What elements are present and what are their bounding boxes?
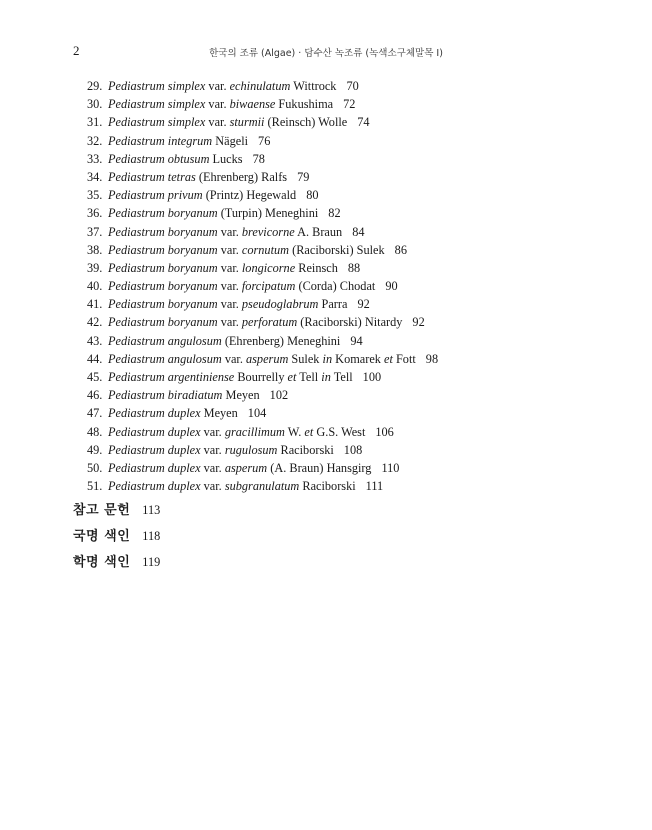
taxon-name-italic: et (304, 424, 314, 439)
section-title: 참고 문헌 (73, 503, 131, 518)
toc-entry (87, 95, 438, 113)
section-page-number: 119 (142, 555, 161, 569)
taxon-name-italic: Pediastrum simplex (108, 115, 206, 130)
taxon-name-italic: Pediastrum tetras (108, 169, 196, 184)
entry-title (108, 243, 385, 257)
section-title: 국명 색인 (73, 529, 131, 544)
entry-text: Bourrelly (234, 370, 288, 384)
entry-page-number: 79 (297, 169, 310, 184)
entry-title (108, 370, 353, 384)
section-title: 학명 색인 (73, 555, 131, 570)
entry-number: 35. (87, 188, 103, 203)
entry-number: 30. (87, 97, 103, 112)
entry-text: var. (205, 115, 230, 130)
entry-title (108, 388, 260, 402)
entry-text: Tell (296, 370, 322, 384)
taxon-name-italic: subgranulatum (224, 479, 300, 494)
entry-number: 51. (87, 479, 103, 494)
taxon-name-italic: biwaense (229, 97, 276, 112)
taxon-name-italic: Pediastrum boryanum (108, 279, 218, 294)
entry-text: Wittrock (290, 79, 337, 93)
taxon-name-italic: Pediastrum duplex (108, 442, 201, 457)
entry-number: 38. (87, 242, 103, 257)
taxon-name-italic: Pediastrum angulosum (108, 333, 222, 348)
taxon-name-italic: Pediastrum duplex (108, 460, 201, 475)
entry-page-number: 82 (328, 206, 341, 221)
entry-number: 33. (87, 151, 103, 166)
taxon-name-italic: Pediastrum simplex (108, 97, 206, 112)
taxon-name-italic: Pediastrum argentiniense (108, 370, 235, 384)
taxon-name-italic: sturmii (229, 115, 265, 130)
taxon-name-italic: Pediastrum boryanum (108, 224, 218, 239)
toc-entry (87, 423, 438, 441)
entry-number: 45. (87, 370, 103, 384)
toc-entry (87, 313, 438, 331)
toc-entry (87, 241, 438, 259)
entry-text: Raciborski (277, 442, 334, 457)
taxon-name-italic: longicorne (241, 260, 296, 275)
taxon-name-italic: Pediastrum boryanum (108, 260, 218, 275)
entry-text: Fott (392, 351, 416, 366)
entry-text: var. (200, 442, 225, 457)
taxon-name-italic: Pediastrum obtusum (108, 151, 210, 166)
entry-number: 37. (87, 224, 103, 239)
entry-title (108, 134, 248, 148)
taxon-name-italic: Pediastrum boryanum (108, 315, 218, 330)
entry-page-number: 98 (425, 351, 439, 366)
entry-page-number: 100 (362, 370, 382, 384)
entry-number: 32. (87, 133, 103, 148)
entry-text: Fukushima (275, 97, 334, 112)
entry-number: 39. (87, 260, 103, 275)
taxon-name-italic: Pediastrum boryanum (108, 242, 218, 257)
taxon-name-italic: cornutum (241, 242, 290, 257)
entry-title (108, 115, 347, 129)
entry-text: (Reinsch) Wolle (264, 115, 348, 130)
entry-text: var. (205, 79, 230, 93)
entry-title (108, 297, 347, 311)
entry-page-number: 86 (394, 242, 407, 257)
taxon-name-italic: Pediastrum angulosum (108, 351, 222, 366)
entry-number: 50. (87, 460, 103, 475)
entry-text: A. Braun (294, 224, 343, 239)
entry-title (108, 334, 340, 348)
entry-title (108, 443, 334, 457)
entry-title (108, 279, 375, 293)
entry-title (108, 225, 342, 239)
entry-title (108, 425, 365, 439)
entry-text: var. (217, 260, 242, 275)
entry-text: Reinsch (295, 260, 338, 275)
entry-title (108, 188, 296, 202)
entry-text: Lucks (209, 151, 243, 166)
entry-number: 41. (87, 297, 103, 312)
toc-section-list (73, 500, 160, 578)
toc-entry (87, 277, 438, 295)
entry-text: var. (221, 351, 246, 366)
entry-page-number: 108 (343, 442, 363, 457)
entry-page-number: 90 (385, 279, 398, 294)
entry-text: Raciborski (299, 479, 356, 494)
entry-text: (Corda) Chodat (295, 279, 376, 294)
entry-text: (Turpin) Meneghini (217, 206, 319, 221)
entry-text: var. (200, 460, 225, 475)
entry-text: var. (217, 279, 242, 294)
entry-text: (A. Braun) Hansgirg (267, 460, 372, 475)
taxon-name-italic: Pediastrum simplex (108, 79, 206, 93)
taxon-name-italic: gracillimum (224, 424, 285, 439)
entry-text: var. (217, 224, 242, 239)
entry-title (108, 315, 402, 329)
entry-page-number: 74 (357, 115, 370, 130)
entry-title (108, 152, 243, 166)
taxon-name-italic: Pediastrum privum (108, 188, 203, 203)
entry-text: Nägeli (212, 133, 249, 148)
entry-text: Sulek (288, 351, 323, 366)
entry-text: Meyen (222, 388, 260, 403)
entry-number: 40. (87, 279, 103, 294)
entry-text: var. (217, 242, 242, 257)
entry-title (108, 461, 371, 475)
entry-page-number: 80 (306, 188, 319, 203)
taxon-name-italic: et (384, 351, 393, 366)
taxon-name-italic: Pediastrum duplex (108, 479, 201, 494)
entry-text: Komarek (332, 351, 385, 366)
toc-section (73, 526, 160, 552)
toc-section (73, 500, 160, 526)
entry-number: 31. (87, 115, 103, 130)
toc-entry (87, 404, 438, 422)
entry-page-number: 84 (352, 224, 365, 239)
entry-page-number: 102 (269, 388, 289, 403)
entry-number: 43. (87, 333, 103, 348)
entry-number: 44. (87, 351, 103, 366)
entry-text: Tell (330, 370, 353, 384)
entry-text: Meyen (200, 406, 238, 421)
entry-number: 29. (87, 79, 103, 93)
entry-text: G.S. West (313, 424, 366, 439)
toc-entry (87, 368, 438, 386)
toc-entry-list (87, 77, 438, 495)
entry-number: 49. (87, 442, 103, 457)
taxon-name-italic: Pediastrum biradiatum (108, 388, 223, 403)
taxon-name-italic: asperum (246, 351, 289, 366)
entry-title (108, 97, 333, 111)
taxon-name-italic: echinulatum (229, 79, 291, 93)
entry-page-number: 110 (381, 460, 400, 475)
entry-title (108, 206, 318, 220)
page-number: 2 (73, 43, 80, 58)
taxon-name-italic: perforatum (241, 315, 298, 330)
entry-text: (Ehrenberg) Ralfs (195, 169, 288, 184)
entry-text: var. (200, 479, 225, 494)
entry-title (108, 79, 336, 93)
entry-page-number: 106 (375, 424, 394, 439)
taxon-name-italic: Pediastrum boryanum (108, 206, 218, 221)
taxon-name-italic: Pediastrum duplex (108, 406, 201, 421)
toc-entry (87, 132, 438, 150)
entry-text: var. (217, 297, 242, 312)
toc-entry (87, 332, 438, 350)
running-header: 한국의 조류 (Algae) · 담수산 녹조류 (녹색소구체말목 I) (209, 48, 443, 59)
toc-section (73, 552, 160, 578)
section-page-number: 118 (142, 529, 161, 543)
entry-text: (Raciborski) Sulek (289, 242, 385, 257)
toc-entry (87, 77, 438, 95)
toc-entry (87, 186, 438, 204)
entry-page-number: 94 (350, 333, 363, 348)
entry-number: 46. (87, 388, 103, 403)
toc-entry (87, 113, 438, 131)
toc-entry (87, 477, 438, 495)
entry-number: 48. (87, 424, 103, 439)
taxon-name-italic: et (287, 370, 297, 384)
entry-page-number: 92 (412, 315, 425, 330)
entry-title (108, 261, 338, 275)
taxon-name-italic: Pediastrum boryanum (108, 297, 218, 312)
taxon-name-italic: pseudoglabrum (241, 297, 319, 312)
toc-entry (87, 204, 438, 222)
entry-title (108, 406, 238, 420)
taxon-name-italic: Pediastrum duplex (108, 424, 201, 439)
entry-title (108, 479, 356, 493)
toc-entry (87, 223, 438, 241)
entry-title (108, 352, 416, 366)
entry-title (108, 170, 287, 184)
entry-text: var. (200, 424, 225, 439)
entry-text: var. (205, 97, 230, 112)
entry-text: Parra (318, 297, 348, 312)
entry-page-number: 88 (347, 260, 361, 275)
entry-text: (Printz) Hegewald (202, 188, 297, 203)
entry-text: (Raciborski) Nitardy (297, 315, 403, 330)
taxon-name-italic: in (322, 351, 333, 366)
toc-entry (87, 386, 438, 404)
entry-text: (Ehrenberg) Meneghini (221, 333, 341, 348)
entry-number: 47. (87, 406, 103, 421)
entry-page-number: 76 (258, 133, 271, 148)
taxon-name-italic: asperum (224, 460, 268, 475)
taxon-name-italic: in (321, 370, 331, 384)
entry-text: W. (284, 424, 305, 439)
toc-entry (87, 150, 438, 168)
taxon-name-italic: rugulosum (224, 442, 278, 457)
entry-number: 42. (87, 315, 103, 330)
entry-page-number: 78 (252, 151, 265, 166)
entry-page-number: 111 (365, 479, 384, 494)
toc-entry (87, 259, 438, 277)
entry-number: 34. (87, 169, 103, 184)
entry-page-number: 92 (357, 297, 370, 312)
entry-page-number: 72 (343, 97, 356, 112)
entry-page-number: 104 (247, 406, 267, 421)
entry-number: 36. (87, 206, 103, 221)
toc-entry (87, 168, 438, 186)
entry-text: var. (217, 315, 242, 330)
toc-entry (87, 459, 438, 477)
entry-page-number: 70 (346, 79, 359, 93)
toc-entry (87, 295, 438, 313)
taxon-name-italic: forcipatum (241, 279, 296, 294)
toc-entry (87, 441, 438, 459)
taxon-name-italic: brevicorne (241, 224, 295, 239)
section-page-number: 113 (142, 503, 161, 517)
toc-entry (87, 350, 438, 368)
taxon-name-italic: Pediastrum integrum (108, 133, 213, 148)
